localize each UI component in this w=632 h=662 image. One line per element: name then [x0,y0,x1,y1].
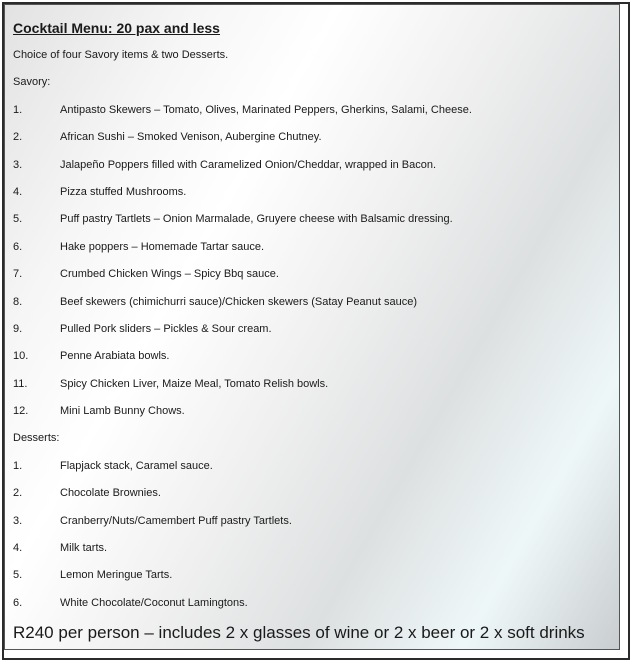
item-number: 8. [13,295,23,308]
list-item-dessert-6 [13,590,611,617]
item-text: Hake poppers – Homemade Tartar sauce. [60,240,265,253]
list-item-savory-9 [13,316,611,343]
item-text: Flapjack stack, Caramel sauce. [60,459,213,472]
item-text: Puff pastry Tartlets – Onion Marmalade, Gruyere cheese with Balsamic dressing. [60,213,453,226]
item-number: 1. [13,103,23,116]
item-text: White Chocolate/Coconut Lamingtons. [60,596,248,609]
item-text: Crumbed Chicken Wings – Spicy Bbq sauce. [60,268,279,281]
item-text: Pulled Pork sliders – Pickles & Sour cream. [60,322,272,335]
item-number: 3. [13,514,23,527]
item-number: 4. [13,542,23,555]
item-text: Mini Lamb Bunny Chows. [60,405,185,418]
item-text: Spicy Chicken Liver, Maize Meal, Tomato Relish bowls. [60,377,329,390]
list-item-dessert-3 [13,508,611,535]
item-number: 2. [13,131,23,144]
item-text: Jalapeño Poppers filled with Caramelized Onion/Cheddar, wrapped in Bacon. [60,158,437,171]
item-number: 12. [13,405,29,418]
item-number: 6. [13,596,23,609]
item-text: Pizza stuffed Mushrooms. [60,185,187,198]
list-item-savory-4 [13,179,611,206]
item-number: 7. [13,268,23,281]
item-text: Milk tarts. [60,542,108,555]
list-item-savory-5 [13,206,611,233]
item-number: 4. [13,185,23,198]
list-item-savory-1 [13,97,611,124]
list-item-dessert-1 [13,453,611,480]
desserts-heading: Desserts: [13,432,60,445]
price-line: R240 per person – includes 2 x glasses of wine or 2 x beer or 2 x soft drinks [13,623,585,643]
item-text: Chocolate Brownies. [60,487,161,500]
item-text: Penne Arabiata bowls. [60,350,170,363]
item-number: 9. [13,322,23,335]
item-number: 1. [13,459,23,472]
item-text: Lemon Meringue Tarts. [60,569,173,582]
menu-title: Cocktail Menu: 20 pax and less [13,20,220,36]
menu-text-box [4,4,620,650]
item-number: 11. [13,377,28,390]
item-number: 2. [13,487,23,500]
item-text: Beef skewers (chimichurri sauce)/Chicken skewers (Satay Peanut sauce) [60,295,418,308]
list-item-savory-11 [13,371,611,398]
item-number: 3. [13,158,23,171]
list-item-savory-2 [13,124,611,151]
menu-intro: Choice of four Savory items & two Desserts. [13,49,229,61]
item-text: African Sushi – Smoked Venison, Aubergine Chutney. [60,131,322,144]
item-text: Cranberry/Nuts/Camembert Puff pastry Tartlets. [60,514,292,527]
list-item-savory-7 [13,261,611,288]
list-item-dessert-2 [13,480,611,507]
list-item-savory-12 [13,398,611,425]
item-number: 5. [13,569,23,582]
list-item-savory-8 [13,289,611,316]
list-item-dessert-4 [13,535,611,562]
savory-heading: Savory: [13,76,51,89]
item-number: 10. [13,350,29,363]
item-text: Antipasto Skewers – Tomato, Olives, Marinated Peppers, Gherkins, Salami, Cheese. [60,103,472,116]
item-number: 6. [13,240,23,253]
menu-content [13,15,611,649]
list-item-savory-3 [13,152,611,179]
list-item-savory-6 [13,234,611,261]
list-item-dessert-5 [13,562,611,589]
list-item-savory-10 [13,343,611,370]
item-number: 5. [13,213,23,226]
